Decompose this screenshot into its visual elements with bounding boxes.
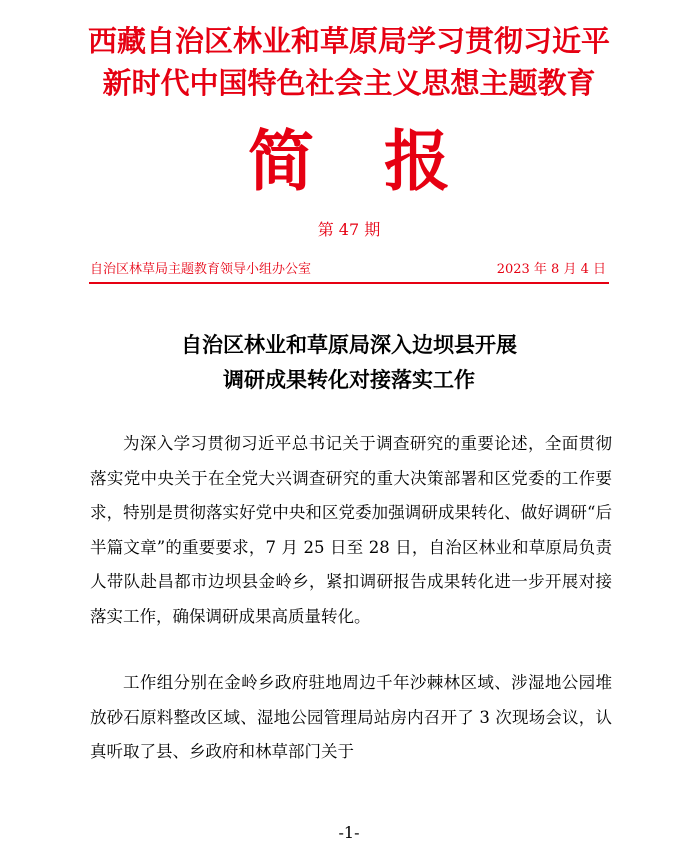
bulletin-title: 简报 xyxy=(248,122,520,200)
page-number: -1- xyxy=(338,823,360,842)
issue-number: 第 47 期 xyxy=(317,220,381,239)
article-paragraph-2 xyxy=(90,666,612,770)
paragraph-text: 工作组分别在金岭乡政府驻地周边千年沙棘林区域、涉湿地公园堆放砂石原料整改区域、湿地公园管理局站房内召开了 3 次现场会议，认真听取了县、乡政府和林草部门关于 xyxy=(90,673,612,762)
article-title-line-2: 调研成果转化对接落实工作 xyxy=(223,367,475,392)
red-divider xyxy=(89,282,609,284)
masthead-line-1: 西藏自治区林业和草原局学习贯彻习近平 xyxy=(87,24,610,58)
issue-date: 2023 年 8 月 4 日 xyxy=(496,262,606,277)
paragraph-text: 为深入学习贯彻习近平总书记关于调查研究的重要论述，全面贯彻落实党中央关于在全党大兴调查研究的重大决策部署和区党委的工作要求，特别是贯彻落实好党中央和区党委加强调研成果转化、做好调研“后半篇文章”的重要要求，7 月 25 日至 28 日，自治区林业和草原局负责人带队赴昌都市边坝县金岭乡，紧扣调研报告成果转化进一步开展对接落实工作，确保调研成果高质量转化。 xyxy=(90,434,612,626)
masthead-line-2: 新时代中国特色社会主义思想主题教育 xyxy=(102,66,596,100)
article-paragraph-1 xyxy=(90,427,612,635)
article-title-line-1: 自治区林业和草原局深入边坝县开展 xyxy=(181,332,517,357)
issuing-office: 自治区林草局主题教育领导小组办公室 xyxy=(90,262,312,277)
